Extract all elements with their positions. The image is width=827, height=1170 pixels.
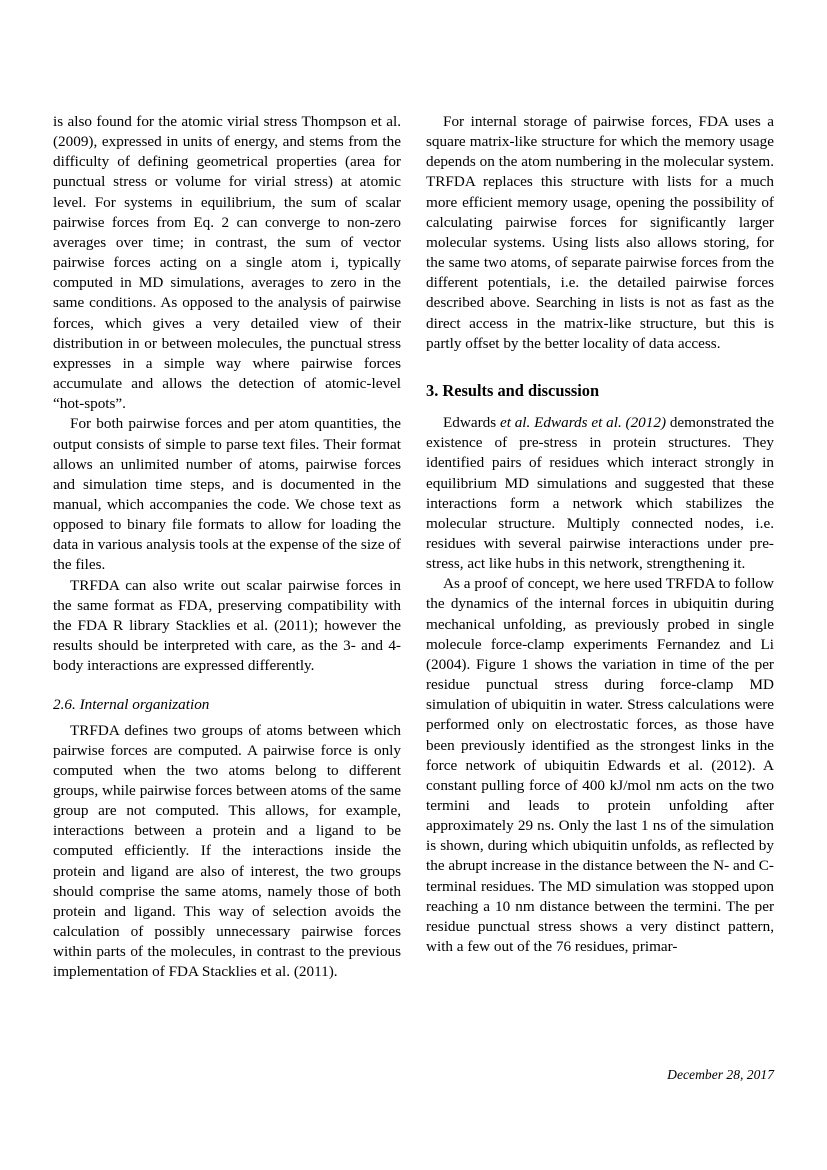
section-heading-results-and-discussion: 3. Results and discussion: [426, 380, 600, 400]
right-column: [426, 112, 774, 983]
paragraph-output-text-files: For both pairwise forces and per atom quantities, the output consists of simple to parse text files. Their format allows an unlimited number of atoms, pairwise forces and simulation time steps, and is documented in the manual, which accompanies the code. We chose text as opposed to binary file formats to allow for loading the data in various analysis tools at the expense of the size of the files.: [53, 415, 401, 574]
footer-date: December 28, 2017: [667, 1067, 774, 1082]
paragraph-virial-stress-continuation: is also found for the atomic virial stress Thompson et al. (2009), expressed in units of energy, and stems from the difficulty of defining geometrical properties (area for punctual stress or volume for virial stress) at atomic level. For systems in equilibrium, the sum of scalar pairwise forces from Eq. 2 can converge to non-zero averages over time; in contrast, the sum of vector pairwise forces acting on a single atom i, typically computed in MD simulations, averages to zero in the same conditions. As opposed to the analysis of pairwise forces, which gives a very detailed view of their distribution in or between molecules, the punctual stress expresses in a simple way where pairwise forces accumulate and allows the detection of atomic-level “hot-spots”.: [53, 113, 401, 413]
paragraph-internal-storage-pairwise-forces: For internal storage of pairwise forces, FDA uses a square matrix-like structure for which the memory usage depends on the atom numbering in the molecular system. TRFDA replaces this structure with lists for a much more efficient memory usage, opening the possibility of calculating pairwise forces for significantly larger molecular systems. Using lists also allows storing, for the same two atoms, of separate pairwise forces from the different potentials, i.e. the detailed pairwise forces described above. Searching in lists is not as fast as the direct access in the matrix-like structure, but this is partly offset by the better locality of data access.: [426, 113, 774, 352]
paragraph-two-groups-of-atoms: TRFDA defines two groups of atoms between which pairwise forces are computed. A pairwise force is only computed when the two atoms belong to different groups, while pairwise forces between atoms of the same group are not computed. This allows, for example, interactions between a protein and a ligand to be computed efficiently. If the interactions inside the protein and ligand are also of interest, the two groups should comprise the same atoms, namely those of both protein and ligand. This way of selection avoids the calculation of possibly unnecessary pairwise forces within parts of the molecules, in contrast to the previous implementation of FDA Stacklies et al. (2011).: [53, 721, 401, 981]
left-column: [53, 112, 401, 983]
section-heading-internal-organization: 2.6. Internal organization: [53, 696, 210, 714]
paragraph-edwards-prestress: [426, 413, 774, 574]
two-column-body: [53, 112, 774, 983]
paragraph-trfda-scalar-output: TRFDA can also write out scalar pairwise forces in the same format as FDA, preserving compatibility with the FDA R library Stacklies et al. (2011); however the results should be interpreted with care, as the 3- and 4-body interactions are expressed differently.: [53, 576, 401, 675]
edwards-body-text: demonstrated the existence of pre-stress in protein structures. They identified pairs of residues which interact strongly in equilibrium MD simulations and suggested that these interactions form a network which stabilizes the molecular structure. Multiply connected nodes, i.e. residues with several pairwise interactions under pre-stress, act like hubs in this network, strengthening it.: [426, 414, 775, 573]
edwards-prefix: Edwards: [443, 414, 500, 432]
edwards-citation-italic: et al. Edwards et al. (2012): [499, 414, 667, 432]
paragraph-proof-of-concept-ubiquitin: As a proof of concept, we here used TRFDA to follow the dynamics of the internal forces in ubiquitin during mechanical unfolding, as previously probed in single molecule force-clamp experiments Fernandez and Li (2004). Figure 1 shows the variation in time of the per residue punctual stress during force-clamp MD simulation of ubiquitin in water. Stress calculations were performed only on electrostatic forces, as those have been previously identified as the strongest links in the force network of ubiquitin Edwards et al. (2012). A constant pulling force of 400 kJ/mol nm acts on the two termini and leads to protein unfolding after approximately 29 ns. Only the last 1 ns of the simulation is shown, during which ubiquitin unfolds, as reflected by the abrupt increase in the distance between the N- and C-terminal residues. The MD simulation was stopped upon reaching a 10 nm distance between the termini. The per residue punctual stress shows a very distinct pattern, with a few out of the 76 residues, primar-: [426, 575, 774, 956]
